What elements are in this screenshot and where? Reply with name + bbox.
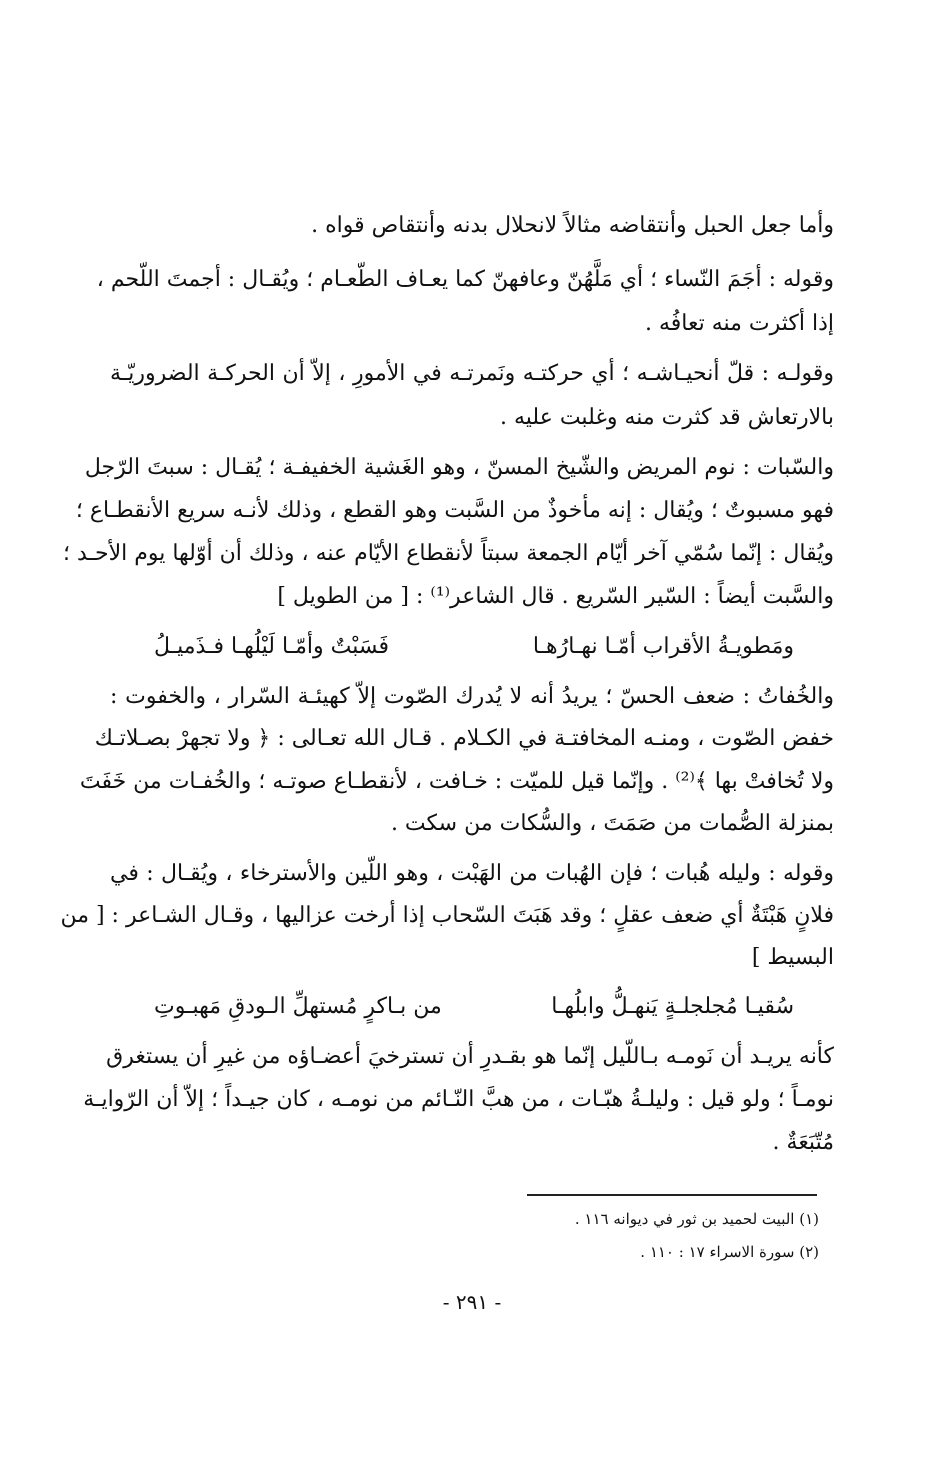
paragraph-line: بالارتعاش قد كثرت منه وغلبت عليه .	[500, 405, 834, 430]
paragraph-line: فهو مسبوتٌ ؛ ويُقال : إنه مأخوذٌ من السَّبت وهو القطع ، وذلك لأنـه سريع الأنقطـاع ؛	[75, 498, 834, 523]
verse-hemistich-second: فَسَبْتٌ وأمّـا لَيْلُهـا فـذَميـلُ	[154, 634, 389, 659]
verse-hemistich-second: من بـاكرٍ مُستهلِّ الـودقِ مَهبـوتِ	[154, 994, 442, 1019]
paragraph-line: خفض الصّوت ، ومنـه المخافتـة في الكـلام . قـال الله تعـالى : ﴿ ولا تجهرْ بصـلاتـك	[94, 726, 834, 751]
footnote-divider	[527, 1194, 817, 1196]
verse-line	[154, 990, 794, 1024]
paragraph-line: نومـاً ؛ ولو قيل : وليلـةُ هبّـات ، من هبَّ النّـائم من نومـه ، كان جيـداً ؛ إلاّ أن الرّوايـة	[83, 1087, 834, 1112]
paragraph-line: والسَّبت أيضاً : السّير السّريع . قال الشاعر⁽¹⁾ : [ من الطويل ]	[277, 584, 834, 609]
page-number: - ٢٩١ -	[442, 1290, 502, 1314]
paragraph-line: ولا تُخافتْ بها ﴾⁽²⁾ . وإنّما قيل للميّت : خـافت ، لأنقطـاع صوتـه ؛ والخُفـات من خَفَتَ	[79, 769, 834, 794]
footnote: (٢) سورة الاسراء ١٧ : ١١٠ .	[640, 1243, 819, 1261]
paragraph-line: بمنزلة الصُّمات من صَمَتَ ، والسُّكات من سكت .	[390, 811, 834, 836]
paragraph-line: وقوله : وليله هُبات ؛ فإن الهُبات من الهَبْت ، وهو اللّين والأسترخاء ، ويُقـال : في	[110, 861, 834, 886]
verse-hemistich-first: سُقيـا مُجلجلـةٍ يَنهـلُّ وابلُهـا	[551, 994, 794, 1019]
paragraph-line: مُتّبَعَةٌ .	[772, 1130, 834, 1155]
paragraph-line: والسّبات : نوم المريض والشّيخ المسنّ ، وهو الغَشية الخفيفـة ؛ يُقـال : سبتَ الرّجل	[84, 455, 834, 480]
paragraph-line: والخُفاتُ : ضعف الحسّ ؛ يريدُ أنه لا يُدرك الصّوت إلاّ كهيئـة السّرار ، والخفوت :	[110, 684, 834, 709]
paragraph-line: وأما جعل الحبل وأنتقاضه مثالاً لانحلال بدنه وأنتقاص قواه .	[311, 213, 834, 238]
verse-hemistich-first: ومَطويـةُ الأقراب أمّـا نهـارُهـا	[532, 634, 794, 659]
paragraph-line: إذا أكثرت منه تعافُه .	[644, 311, 834, 336]
paragraph-line: البسيط ]	[751, 945, 834, 970]
paragraph-line: وقولـه : قلّ أنحيـاشـه ؛ أي حركتـه ونَمرتـه في الأمورِ ، إلاّ أن الحركـة الضروريّـة	[110, 361, 834, 386]
footnote: (١) البيت لحميد بن ثور في ديوانه ١١٦ .	[574, 1210, 819, 1228]
paragraph-line: كأنه يريـد أن نَومـه بـاللّيل إنّما هو بقـدرِ أن تسترخيَ أعضـاؤه من غيرِ أن يستغرق	[106, 1044, 834, 1069]
paragraph-line: فلانٍ هَبْتَةٌ أي ضعف عقلٍ ؛ وقد هَبَتَ السّحاب إذا أرخت عزاليها ، وقـال الشـاعر : [ من	[60, 903, 834, 928]
paragraph-line: ويُقال : إنّما سُمّي آخر أيّام الجمعة سبتاً لأنقطاع الأيّام عنه ، وذلك أن أوّلها يوم الأحـد ؛	[63, 541, 834, 566]
paragraph-line: وقوله : أجَمَ النّساء ؛ أي مَلَّهُنّ وعافهنّ كما يعـاف الطّعـام ؛ ويُقـال : أجمتَ اللّحم ،	[96, 267, 834, 292]
verse-line	[154, 630, 794, 664]
